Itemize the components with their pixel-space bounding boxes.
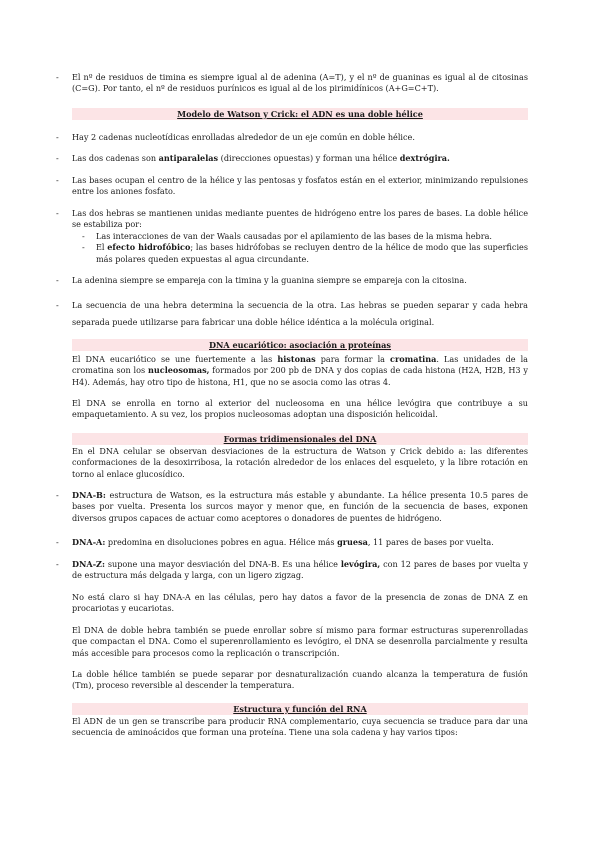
section-heading-watson-crick: Modelo de Watson y Crick: el ADN es una doble hélice [72,108,528,120]
bullet-text: El nº de residuos de timina es siempre igual al de adenina (A=T), y el nº de guaninas es igual al de citosinas (C=G). Por tanto, el nº de residuos purínicos es igual al de los pirimidínicos (A+G=C+T). [72,72,528,94]
sub-bullet-van-der-waals: - Las interacciones de van der Waals causadas por el apilamiento de las bases de la misma hebra. [82,230,492,241]
bullet-hydrogen-bonds: - Las dos hebras se mantienen unidas mediante puentes de hidrógeno entre los pares de bases. La doble hélice se estabiliza por: - Las interacciones de van der Waals causadas por el apilamiento de las bases de la misma hebra. - El efecto hidrofóbico; las bases hidrófobas se recluyen dentro de la hélice de modo que las superficies más polares queden expuestas al agua circundante. [56,208,528,264]
bullet-antiparallel: - Las dos cadenas son antiparalelas (direcciones opuestas) y forman una hélice dextrógira. [56,153,450,163]
bullet-dna-z: - DNA-Z: supone una mayor desviación del DNA-B. Es una hélice levógira, con 12 pares de bases por vuelta y de estructura más delgada y larga, con un ligero zigzag. [56,559,528,581]
bullet-two-chains: - Hay 2 cadenas nucleotídicas enrolladas alrededor de un eje común en doble hélice. [56,132,415,142]
bullet-bases-center: - Las bases ocupan el centro de la hélice y las pentosas y fosfatos están en el exterior, minimizando repulsiones entre los aniones fosfato. [56,175,528,197]
paragraph-denaturation: La doble hélice también se puede separar por desnaturalización cuando alcanza la temperatura de fusión (Tm), proceso reversible al descender la temperatura. [72,669,528,691]
section-heading-3d-forms: Formas tridimensionales del DNA [72,433,528,445]
bullet-base-pairing-rule [56,72,528,95]
paragraph-rna-transcription: El ADN de un gen se transcribe para producir RNA complementario, cuya secuencia se traduce para dar una secuencia de aminoácidos que forman una proteína. Tiene una sola cadena y hay varios tipos: [72,716,528,738]
bullet-sequence-complement: - La secuencia de una hebra determina la secuencia de la otra. Las hebras se pueden separar y cada hebra separada puede utilizarse para fabricar una doble hélice idéntica a la molécula original. [56,300,528,327]
section-heading-eukaryotic-dna: DNA eucariótico: asociación a proteínas [72,339,528,351]
paragraph-nucleosome-wrap: El DNA se enrolla en torno al exterior del nucleosoma en una hélice levógira que contribuye a su empaquetamiento. A su vez, los propios nucleosomas adoptan una disposición helicoidal. [72,398,528,420]
sub-bullet-hydrophobic: - El efecto hidrofóbico; las bases hidrófobas se recluyen dentro de la hélice de modo que las superficies más polares queden expuestas al agua circundante. [82,242,528,264]
section-heading-rna: Estructura y función del RNA [72,703,528,715]
paragraph-dna-a-z-presence: No está claro si hay DNA-A en las células, pero hay datos a favor de la presencia de zonas de DNA Z en procariotas y eucariotas. [72,592,528,614]
bullet-dash: - [56,72,59,82]
paragraph-histones: El DNA eucariótico se une fuertemente a las histonas para formar la cromatina. Las unidades de la cromatina son los nucleosomas, formados por 200 pb de DNA y dos copias de cada histona (H2A, H2B, H3 y H4). Además, hay otro tipo de histona, H1, que no se asocia como las otras 4. [72,354,528,387]
bullet-adenine-thymine: - La adenina siempre se empareja con la timina y la guanina siempre se empareja con la citosina. [56,275,467,285]
bullet-dna-a: - DNA-A: predomina en disoluciones pobres en agua. Hélice más gruesa, 11 pares de bases por vuelta. [56,537,494,547]
paragraph-supercoiling: El DNA de doble hebra también se puede enrollar sobre sí mismo para formar estructuras superenrolladas que compactan el DNA. Como el superenrollamiento es levógiro, el DNA se desenrolla parcialmente y resulta más accesible para procesos como la replicación o transcripción. [72,625,528,658]
bullet-dna-b: - DNA-B: estructura de Watson, es la estructura más estable y abundante. La hélice presenta 10.5 pares de bases por vuelta. Presenta los surcos mayor y menor que, en función de la secuencia de bases, exponen diversos grupos capaces de actuar como aceptores o donadores de puentes de hidrógeno. [56,490,528,523]
paragraph-deviations: En el DNA celular se observan desviaciones de la estructura de Watson y Crick debido a: las diferentes conformaciones de la desoxirribosa, la rotación alrededor de los enlaces del esqueleto, y la libre rotación en torno al enlace glucosídico. [72,446,528,479]
